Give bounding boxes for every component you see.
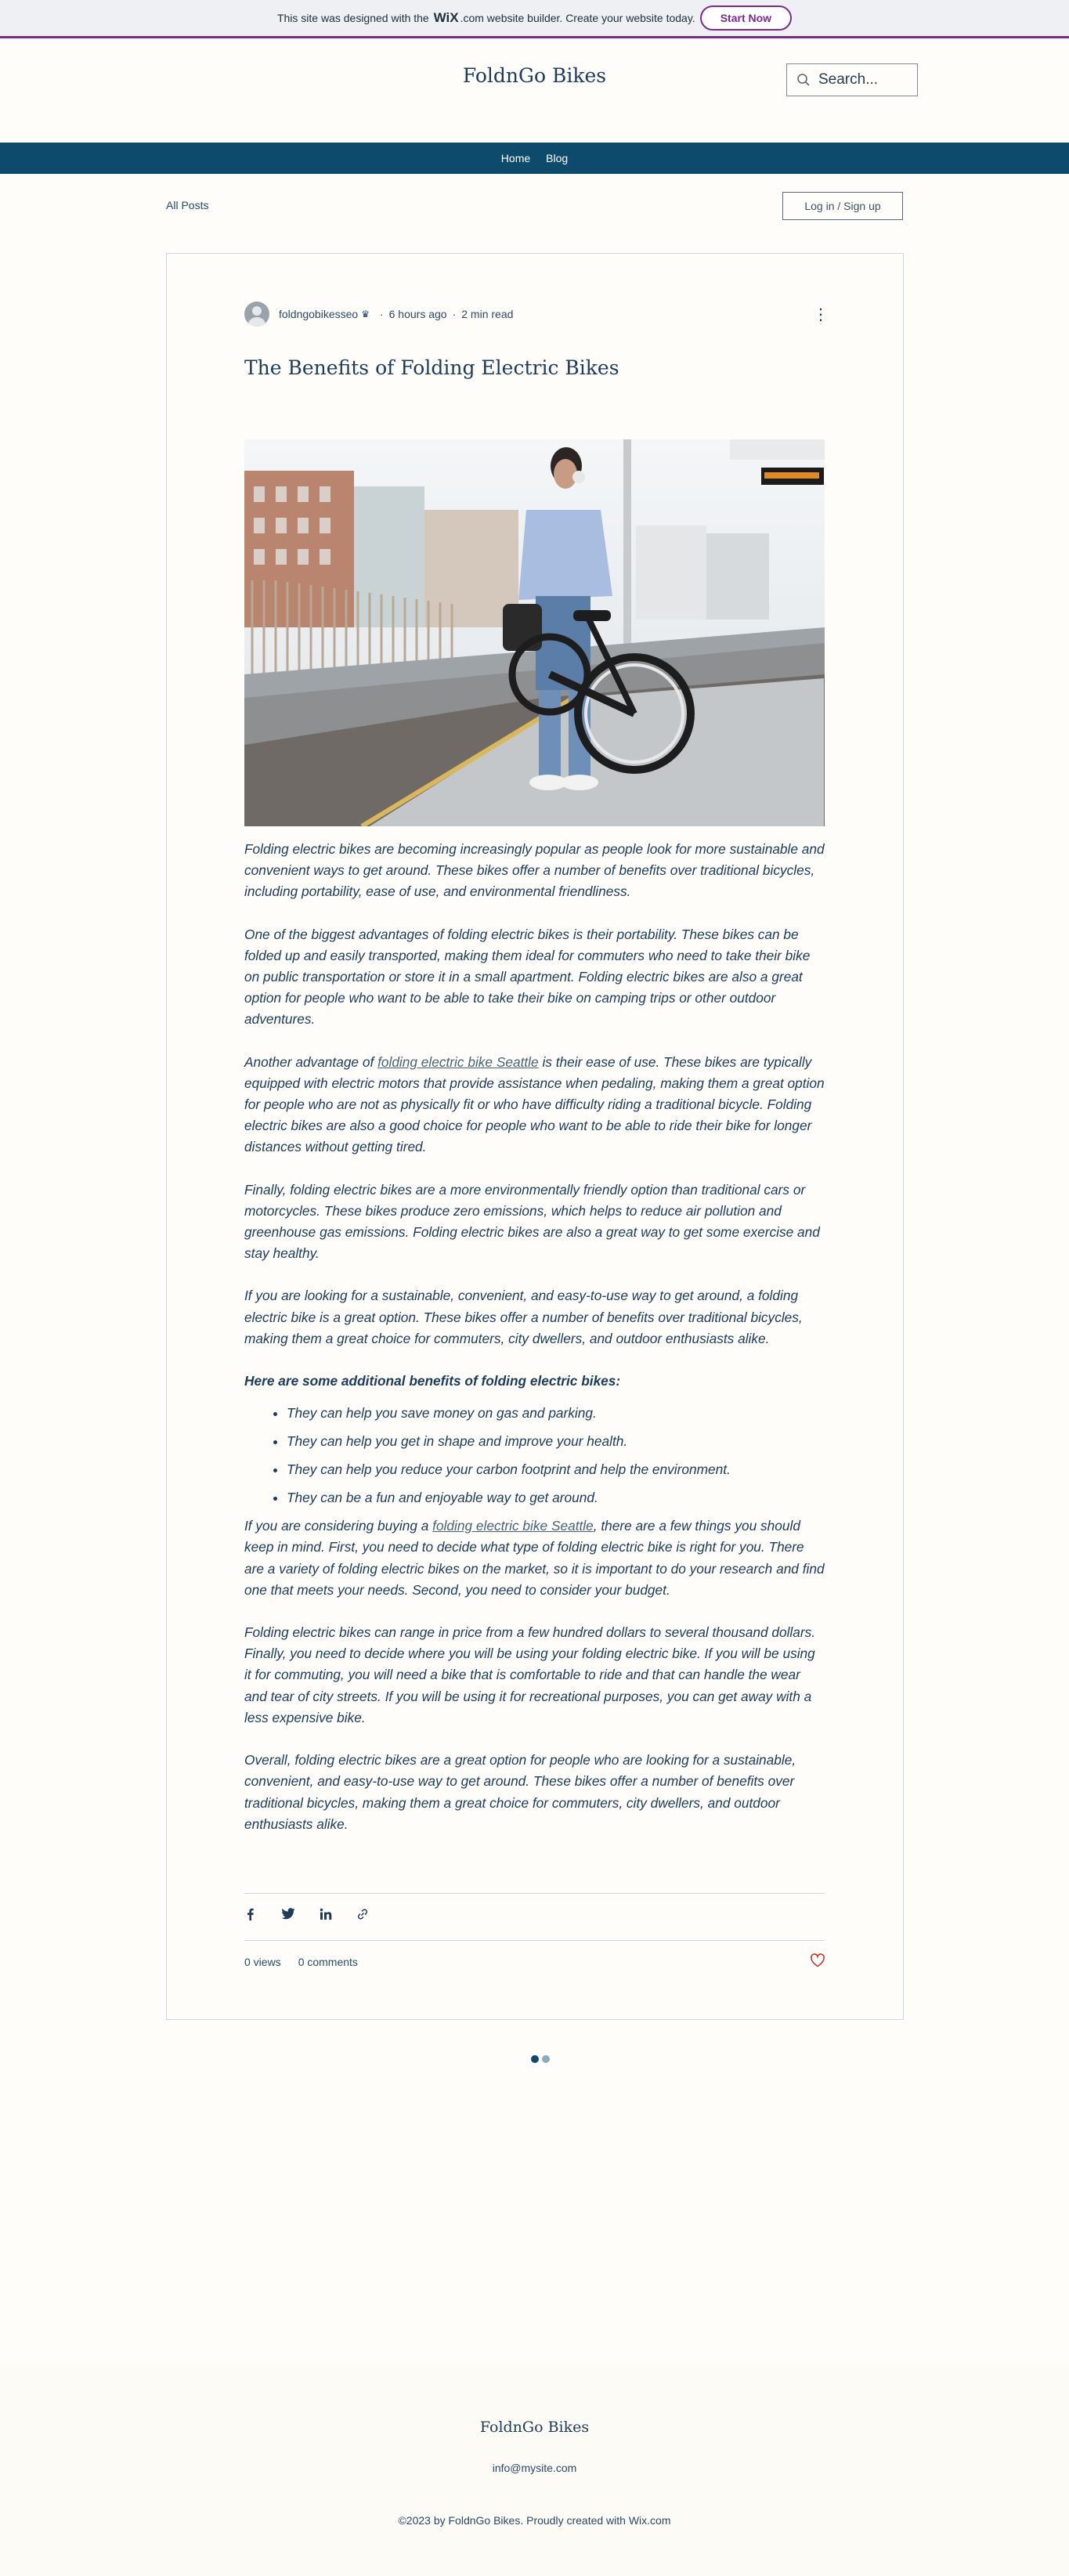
list-item: • They can help you get in shape and improve your health. (287, 1431, 825, 1452)
main-nav (0, 143, 1069, 174)
read-time: 2 min read (461, 308, 514, 320)
author-name[interactable]: foldngobikesseo (279, 308, 359, 320)
comments-count[interactable]: 0 comments (298, 1956, 358, 1968)
divider (244, 1940, 825, 1941)
share-bar (244, 1908, 369, 1920)
post-paragraph: Folding electric bikes can range in price from a few hundred dollars to several thousand dollars. Finally, you need to decide where you will be using your folding electric bike. If you will be using it for commuting, you will need a bike that is comfortable to ride and that can handle the wear and tear of city streets. If you will be using it for recreational purposes, you can get away with a less expensive bike. (244, 1624, 816, 1725)
post-paragraph: One of the biggest advantages of folding electric bikes is their portability. These bikes can be folded up and easily transported, making them ideal for commuters who need to take their bike on public transportation or store it in a small apartment. Folding electric bikes are also a great option for people who want to be able to take their bike on camping trips or other outdoor adventures. (244, 926, 811, 1028)
post-stats (244, 1956, 358, 1968)
divider (244, 1893, 825, 1894)
wix-banner-text-2: .com website builder. Create your website today. (460, 12, 695, 24)
facebook-icon[interactable] (244, 1908, 257, 1920)
seattle-bike-link[interactable]: folding electric bike Seattle (377, 1053, 539, 1070)
search-input[interactable] (786, 63, 918, 96)
start-now-button[interactable]: Start Now (700, 5, 792, 31)
views-count: 0 views (244, 1956, 281, 1968)
admin-crown-icon: ♛ (361, 309, 370, 320)
wix-logo: WiX (433, 10, 459, 25)
post-paragraph: Folding electric bikes are becoming increasingly popular as people look for more sustainable and convenient ways to get around. These bikes offer a number of benefits over traditional bicycles, including portability, ease of use, and environmental friendliness. (244, 841, 825, 900)
login-button[interactable]: Log in / Sign up (782, 192, 903, 220)
wix-banner (0, 0, 1069, 38)
seattle-bike-link-2[interactable]: folding electric bike Seattle (432, 1518, 594, 1534)
hero-image (244, 439, 825, 826)
pager-dot-active[interactable] (531, 2055, 539, 2063)
search-icon (796, 73, 811, 87)
more-options-icon[interactable]: ⋮ (813, 305, 829, 323)
post-body (244, 839, 825, 1856)
post-paragraph: If you are considering buying a folding electric bike Seattle, there are a few things you should keep in mind. First, you need to decide what type of folding electric bike is right for you. There are a variety of folding electric bikes on the market, so it is important to do your research and find one that meets your needs. Second, you need to consider your budget. (244, 1518, 825, 1598)
post-paragraph: If you are looking for a sustainable, convenient, and easy-to-use way to get around, a folding electric bike is a great option. These bikes offer a number of benefits over traditional bicycles, making them a great choice for commuters, city dwellers, and outdoor enthusiasts alike. (244, 1288, 803, 1346)
like-heart-icon[interactable] (810, 1953, 825, 1967)
post-paragraph: Overall, folding electric bikes are a great option for people who are looking for a sustainable, convenient, and easy-to-use way to get around. These bikes offer a number of benefits over traditional bicycles, making them a great choice for commuters, city dwellers, and outdoor enthusiasts alike. (244, 1752, 796, 1832)
post-time: 6 hours ago (388, 308, 447, 320)
post-meta: foldngobikesseo ♛ · 6 hours ago · 2 min read (244, 302, 513, 327)
nav-item-blog[interactable]: Blog (546, 152, 569, 164)
search-placeholder: Search... (818, 71, 879, 88)
list-item: • They can help you reduce your carbon footprint and help the environment. (287, 1459, 825, 1480)
twitter-icon[interactable] (281, 1908, 295, 1920)
benefits-heading: Here are some additional benefits of folding electric bikes: (244, 1373, 621, 1389)
benefits-list (244, 1403, 825, 1508)
pager-dot[interactable] (542, 2055, 550, 2063)
all-posts-link[interactable]: All Posts (166, 199, 209, 211)
post-paragraph: Another advantage of folding electric bike Seattle is their ease of use. These bikes are typically equipped with electric motors that provide assistance when pedaling, making them a great option for people who are not as physically fit or who have difficulty riding a traditional bicycle. Folding electric bikes are also a good choice for people who want to be able to ride their bike for longer distances without getting tired. (244, 1053, 825, 1155)
post-paragraph: Finally, folding electric bikes are a more environmentally friendly option than traditional cars or motorcycles. These bikes produce zero emissions, which helps to reduce air pollution and greenhouse gas emissions. Folding electric bikes are also a great way to get some exercise and stay healthy. (244, 1181, 820, 1262)
pagination-dots (531, 2055, 550, 2063)
linkedin-icon[interactable] (320, 1908, 332, 1920)
link-icon[interactable] (356, 1908, 369, 1920)
footer-copyright: ©2023 by FoldnGo Bikes. Proudly created with Wix.com (398, 2514, 671, 2527)
avatar[interactable] (244, 302, 269, 327)
footer-email[interactable]: info@mysite.com (492, 2462, 577, 2474)
list-item: • They can help you save money on gas and parking. (287, 1403, 825, 1424)
site-title[interactable]: FoldnGo Bikes (462, 64, 607, 87)
nav-item-home[interactable]: Home (500, 152, 531, 164)
list-item: • They can be a fun and enjoyable way to get around. (287, 1487, 825, 1508)
post-title: The Benefits of Folding Electric Bikes (244, 356, 619, 379)
wix-banner-text: This site was designed with the (276, 12, 429, 24)
footer-title: FoldnGo Bikes (479, 2419, 590, 2436)
